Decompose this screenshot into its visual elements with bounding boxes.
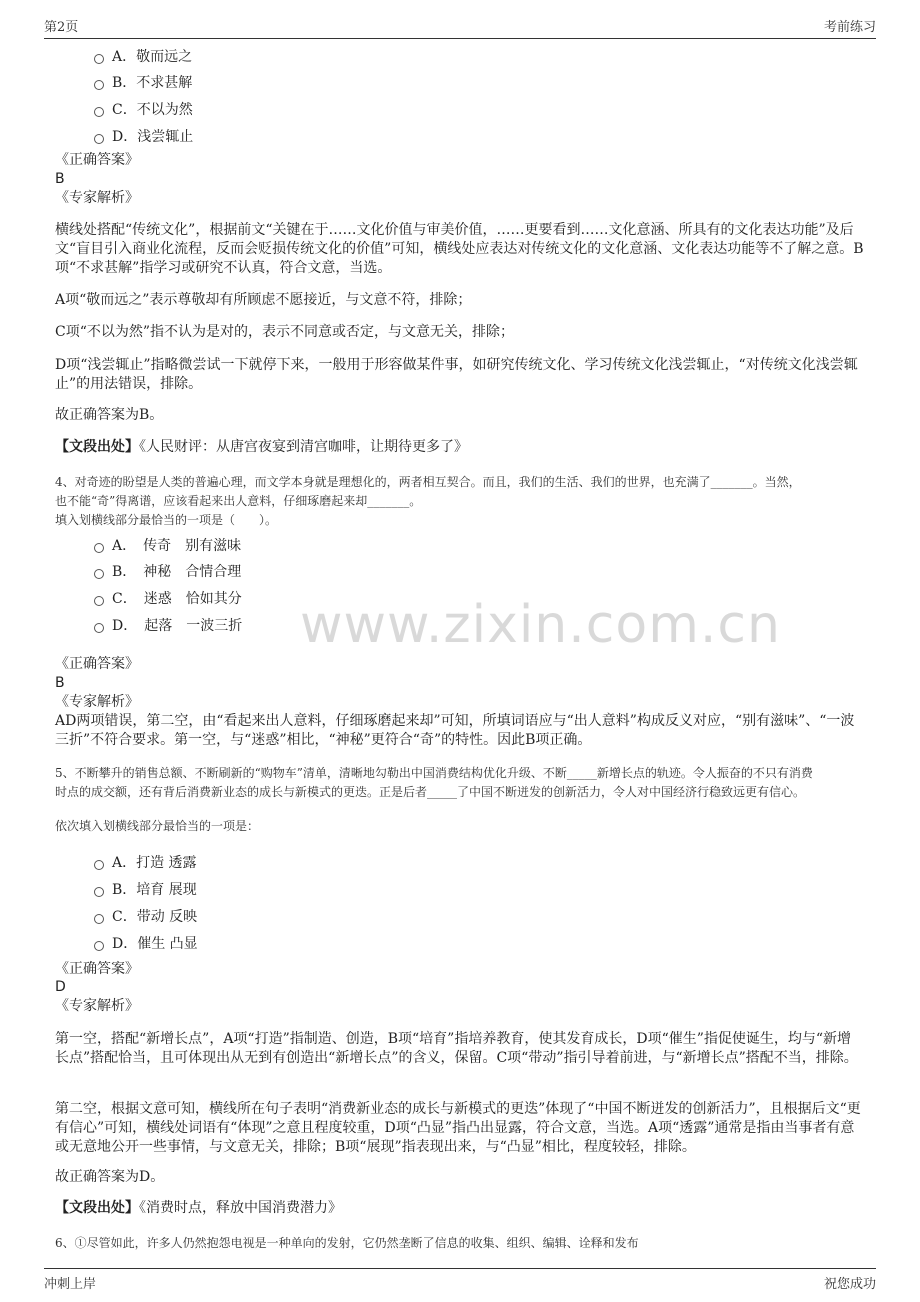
q3-analysis-p3: C项“不以为然”指不认为是对的，表示不同意或否定，与文意无关，排除； (55, 324, 515, 340)
q5-option-b[interactable]: B．培育 展现 (94, 879, 197, 899)
q4-stem-line2: 也不能“奇”得离谱，应该看起来出人意料，仔细琢磨起来却_______。 (55, 494, 422, 508)
q3-analysis-p2: A项“敬而远之”表示尊敬却有所顾虑不愿接近，与文意不符，排除； (55, 292, 472, 308)
radio-icon[interactable] (94, 914, 104, 924)
q5-analysis-p2: 第二空，根据文意可知，横线所在句子表明“消费新业态的成长与新模式的更迭”体现了“中国不断迸发的创新活力”，且根据后文“更有信心”可知，横线处词语有“体现”之意且程度较重，D项“凸显”指凸出显露，符合文意，当选。A项“透露”通常是指由当事者有意或无意地公开一些事情，与文意无关，排除；B项“展现”指表现出来，与“凸显”相比，程度较轻，排除。 (55, 1101, 861, 1155)
q6-stem-line1: 6、①尽管如此，许多人仍然抱怨电视是一种单向的发射，它仍然垄断了信息的收集、组织、编辑、诠释和发布 (55, 1236, 639, 1250)
q3-option-c[interactable]: C．不以为然 (94, 99, 193, 119)
page-header (44, 16, 876, 39)
q5-answer: D (55, 979, 66, 995)
q3-analysis-p1: 横线处搭配“传统文化”，根据前文“关键在于……文化价值与审美价值，……更要看到……文化意涵、所具有的文化表达功能”及后文“盲目引入商业化流程，反而会贬损传统文化的价值”可知，横线处应表达对传统文化的文化意涵、文化表达功能等不了解之意。B项“不求甚解”指学习或研究不认真，符合文意，当选。 (55, 222, 864, 276)
radio-icon[interactable] (94, 569, 104, 579)
q3-conclusion: 故正确答案为B。 (55, 407, 164, 423)
source-title: 《消费时点，释放中国消费潜力》 (139, 1200, 342, 1216)
q5-conclusion: 故正确答案为D。 (55, 1169, 165, 1185)
q3-answer: B (55, 171, 65, 187)
radio-icon[interactable] (94, 941, 104, 951)
q3-answer-label: 《正确答案》 (55, 152, 139, 168)
q3-option-b[interactable]: B．不求甚解 (94, 72, 192, 92)
page-number: 第2页 (44, 20, 79, 35)
q3-analysis-label: 《专家解析》 (55, 190, 139, 206)
radio-icon[interactable] (94, 543, 104, 553)
q4-answer-label: 《正确答案》 (55, 656, 139, 672)
radio-icon[interactable] (94, 623, 104, 633)
page-footer (44, 1268, 876, 1292)
q4-stem-line1: 4、对奇迹的盼望是人类的普遍心理，而文学本身就是理想化的，两者相互契合。而且，我们的生活、我们的世界，也充满了_______。当然， (55, 475, 801, 489)
q4-option-c[interactable]: C． 迷惑 恰如其分 (94, 588, 242, 608)
q5-stem-line3: 依次填入划横线部分最恰当的一项是： (55, 819, 260, 833)
footer-right: 祝您成功 (823, 1277, 876, 1292)
radio-icon[interactable] (94, 887, 104, 897)
footer-left: 冲刺上岸 (44, 1277, 97, 1292)
radio-icon[interactable] (94, 54, 104, 64)
q3-option-d[interactable]: D．浅尝辄止 (94, 126, 193, 146)
q4-analysis-p1: AD两项错误，第二空，由“看起来出人意料，仔细琢磨起来却”可知，所填词语应与“出人意料”构成反义对应，“别有滋味”、“一波三折”不符合要求。第一空，与“迷惑”相比，“神秘”更符合“奇”的特性。因此B项正确。 (55, 713, 855, 748)
q3-analysis-p4: D项“浅尝辄止”指略微尝试一下就停下来，一般用于形容做某件事，如研究传统文化、学习传统文化浅尝辄止，“对传统文化浅尝辄止”的用法错误，排除。 (55, 357, 858, 392)
header-title: 考前练习 (823, 20, 876, 35)
watermark: www.zixin.com.cn (300, 595, 781, 655)
q5-analysis-p1: 第一空，搭配“新增长点”，A项“打造”指制造、创造，B项“培育”指培养教育，使其发育成长，D项“催生”指促使诞生，均与“新增长点”搭配恰当，且可体现出从无到有创造出“新增长点”的含义，保留。C项“带动”指引导着前进，与“新增长点”搭配不当，排除。 (55, 1031, 858, 1066)
radio-icon[interactable] (94, 80, 104, 90)
q4-stem-line3: 填入划横线部分最恰当的一项是（ ）。 (55, 513, 278, 527)
q5-answer-label: 《正确答案》 (55, 961, 139, 977)
q4-option-b[interactable]: B． 神秘 合情合理 (94, 561, 241, 581)
q4-option-d[interactable]: D． 起落 一波三折 (94, 615, 242, 635)
q4-answer: B (55, 675, 65, 691)
radio-icon[interactable] (94, 134, 104, 144)
source-key: 【文段出处】 (55, 1200, 139, 1216)
radio-icon[interactable] (94, 860, 104, 870)
q5-stem-line1: 5、不断攀升的销售总额、不断刷新的“购物车”清单，清晰地勾勒出中国消费结构优化升级、不断_____新增长点的轨迹。令人振奋的不只有消费 (55, 766, 813, 780)
q5-option-c[interactable]: C．带动 反映 (94, 906, 197, 926)
q5-source (55, 1199, 865, 1218)
q5-option-d[interactable]: D．催生 凸显 (94, 933, 198, 953)
q4-analysis-label: 《专家解析》 (55, 694, 139, 710)
q5-option-a[interactable]: A．打造 透露 (94, 852, 197, 872)
source-title: 《人民财评：从唐宫夜宴到清宫咖啡，让期待更多了》 (139, 439, 468, 455)
q3-option-a[interactable]: A．敬而远之 (94, 46, 192, 66)
q3-source (55, 438, 865, 457)
q5-stem-line2: 时点的成交额，还有背后消费新业态的成长与新模式的更迭。正是后者_____了中国不断迸发的创新活力，令人对中国经济行稳致远更有信心。 (55, 785, 806, 799)
q4-option-a[interactable]: A． 传奇 别有滋味 (94, 535, 241, 555)
q5-analysis-label: 《专家解析》 (55, 998, 139, 1014)
radio-icon[interactable] (94, 107, 104, 117)
radio-icon[interactable] (94, 596, 104, 606)
source-key: 【文段出处】 (55, 439, 139, 455)
